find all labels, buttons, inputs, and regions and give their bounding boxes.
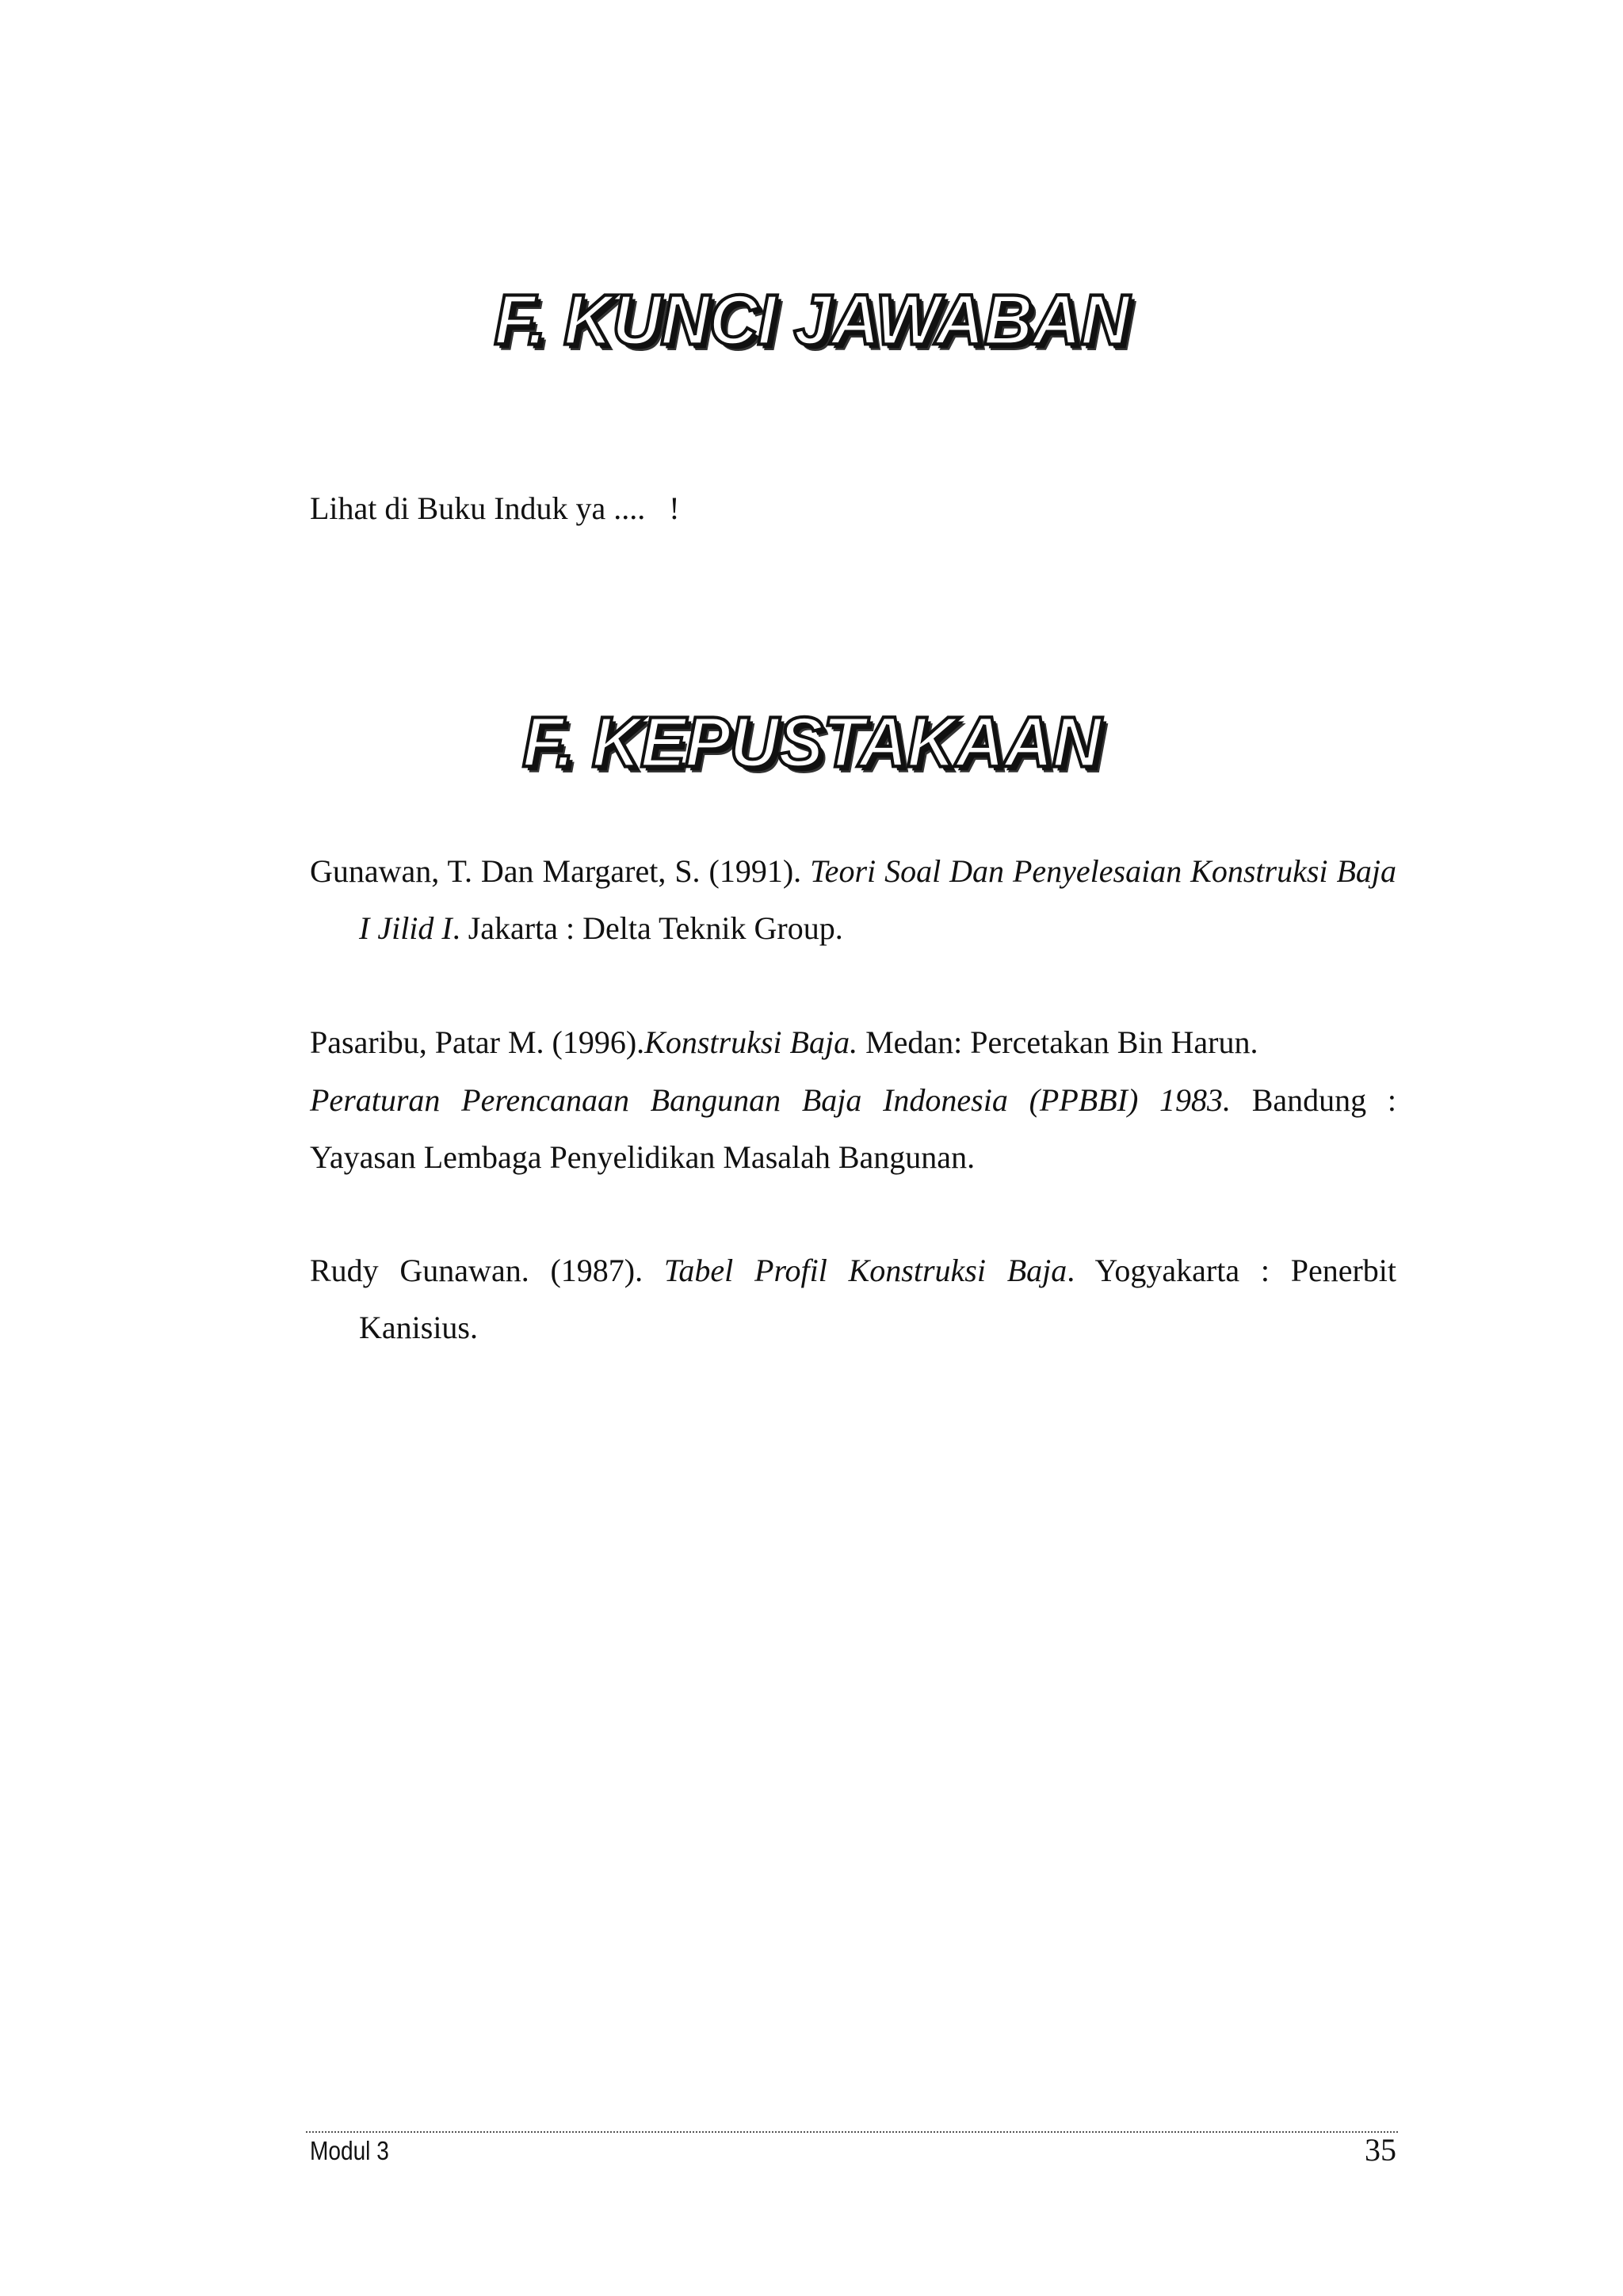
answer-key-text: Lihat di Buku Induk ya .... ! xyxy=(310,490,680,526)
answer-key-heading: F. KUNCI JAWABAN xyxy=(494,280,1129,360)
footer-divider xyxy=(306,2131,1398,2133)
reference-publisher: . Jakarta : Delta Teknik Group. xyxy=(452,910,843,946)
reference-author: Rudy Gunawan. (1987). xyxy=(310,1253,664,1288)
reference-publisher: . Yogyakarta : Penerbit Kanisius. xyxy=(359,1253,1396,1345)
reference-entry xyxy=(310,1072,1396,1186)
reference-entry xyxy=(310,843,1396,957)
reference-author: Pasaribu, Patar M. (1996). xyxy=(310,1024,645,1060)
reference-title: Teori Soal Dan Penyelesaian Konstruksi Baja I Jilid I xyxy=(359,853,1397,946)
page-number: 35 xyxy=(1365,2132,1396,2168)
reference-title: Konstruksi Baja. xyxy=(644,1024,858,1060)
reference-publisher: Medan: Percetakan Bin Harun. xyxy=(857,1024,1258,1060)
references-heading: F. KEPUSTAKAAN xyxy=(522,702,1101,783)
reference-title: Tabel Profil Konstruksi Baja xyxy=(663,1253,1067,1288)
reference-entry xyxy=(310,1014,1396,1071)
reference-title: Peraturan Perencanaan Bangunan Baja Indonesia (PPBBI) 1983. xyxy=(310,1082,1231,1118)
reference-author: Gunawan, T. Dan Margaret, S. (1991). xyxy=(310,853,811,889)
reference-publisher: Bandung : Yayasan Lembaga Penyelidikan Masalah Bangunan. xyxy=(310,1082,1396,1175)
reference-entry xyxy=(310,1242,1396,1356)
footer-module-label: Modul 3 xyxy=(310,2136,389,2165)
